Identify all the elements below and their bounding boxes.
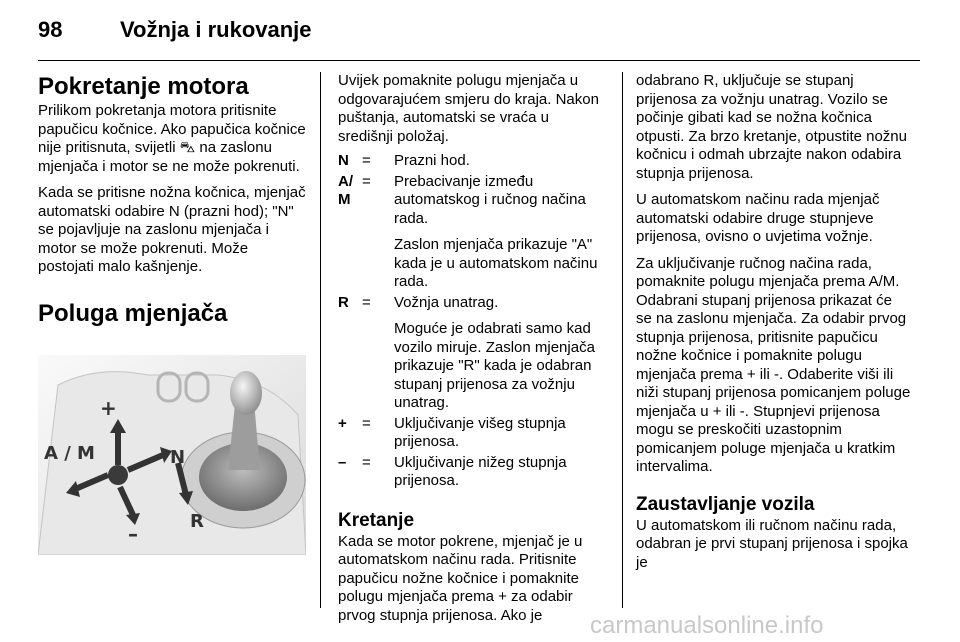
column-divider-2 [622,72,623,608]
definition-equals: = [362,152,371,169]
definition-term: N [338,152,349,169]
definition-term: – [338,453,347,471]
column-middle [338,72,608,625]
section-heading-engine-start: Pokretanje motora [38,73,249,100]
paragraph: U automatskom načinu rada mjenjač automatski odabire druge stupnjeve prijenosa, ovisno o uvjetima vožnje. [636,191,880,245]
definition-row [338,294,608,313]
definition-description: Uključivanje nižeg stupnja prijenosa. [394,453,567,489]
definition-description: Vožnja unatrag. [394,293,499,311]
paragraph: U automatskom ili ručnom načinu rada, odabran je prvi stupanj prijenosa i spojka je [636,516,908,571]
definition-row [338,415,608,452]
section-heading-moving-off: Kretanje [338,509,415,531]
paragraph: Uvijek pomaknite polugu mjenjača u odgovarajućem smjeru do kraja. Nakon puštanja, automatski se vraća u središnji položaj. [338,72,599,145]
definition-list [338,152,608,491]
chapter-title: Vožnja i rukovanje [120,17,312,42]
definition-row [338,173,608,229]
figure-label-plus: + [100,396,117,420]
definition-term: A/ M [338,172,353,208]
figure-label-minus: – [128,522,138,546]
column-left [38,72,306,329]
definition-equals: = [362,414,371,432]
figure-label-am: A / M [44,443,95,464]
paragraph: Kada se pritisne nožna kočnica, mjenjač automatski odabire N (prazni hod); "N" se pojavljuje na zaslonu mjenjača i motor se može pokrenuti. Može postojati malo kašnjenje. [38,184,306,275]
paragraph: odabrano R, uključuje se stupanj prijenosa za vožnju unatrag. Vozilo se počinje gibati kad se nožna kočnica otpusti. Za brzo kretanje, otpustite nožnu kočnicu i odmah ubrzajte nakon odabira stupnja prijenosa. [636,72,907,182]
definition-equals: = [362,293,371,311]
column-right [636,72,911,572]
paragraph: Za uključivanje ručnog načina rada, pomaknite polugu mjenjača prema A/M. Odabrani stupanj prijenosa prikazat će se na zaslonu mjenjača. Za odabir prvog stupnja prijenosa, pritisnite papučicu nožne kočnice i pomaknite polugu mjenjača prema + ili -. Odaberite viši ili niži stupanj prijenosa pomicanjem poluge mjenjača u + ili -. Stupnjevi prijenosa mogu se preskočiti uzastopnim pomicanjem poluge mjenjača u kratkim intervalima. [636,254,911,475]
definition-description: Uključivanje višeg stupnja prijenosa. [394,414,566,450]
figure-label-n: N [170,447,186,468]
definition-row [338,152,608,171]
paragraph: Kada se motor pokrene, mjenjač je u automatskom načinu rada. Pritisnite papučicu nožne kočnice i pomaknite polugu mjenjača prema + za odabir prvog stupnja prijenosa. Ako je [338,532,583,624]
definition-equals: = [362,172,371,190]
definition-description: Prebacivanje između automatskog i ručnog načina rada. [394,172,586,227]
page-header [0,0,960,62]
section-heading-gear-lever: Poluga mjenjača [38,299,228,327]
definition-term: R [338,293,349,311]
definition-note: Moguće je odabrati samo kad vozilo miruje. Zaslon mjenjača prikazuje "R" kada je odabran stupanj prijenosa za vožnju unatrag. [394,320,595,411]
paragraph: Prilikom pokretanja motora pritisnite papučicu kočnice. Ako papučica kočnice nije pritisnuta, svijetli ⛍ na zaslonu mjenjača i motor se ne može pokrenuti. [38,102,306,175]
gear-lever-illustration [38,355,306,555]
figure-label-r: R [190,511,204,532]
watermark: carmanualsonline.info [590,612,824,639]
definition-equals: = [362,453,371,471]
definition-term: + [338,414,347,432]
definition-description: Prazni hod. [394,152,470,169]
column-divider-1 [320,72,321,608]
definition-row [338,454,608,491]
header-rule [38,60,920,61]
section-heading-stopping: Zaustavljanje vozila [636,493,815,515]
definition-note: Zaslon mjenjača prikazuje "A" kada je u automatskom načinu rada. [394,236,598,290]
page-number: 98 [38,17,63,42]
